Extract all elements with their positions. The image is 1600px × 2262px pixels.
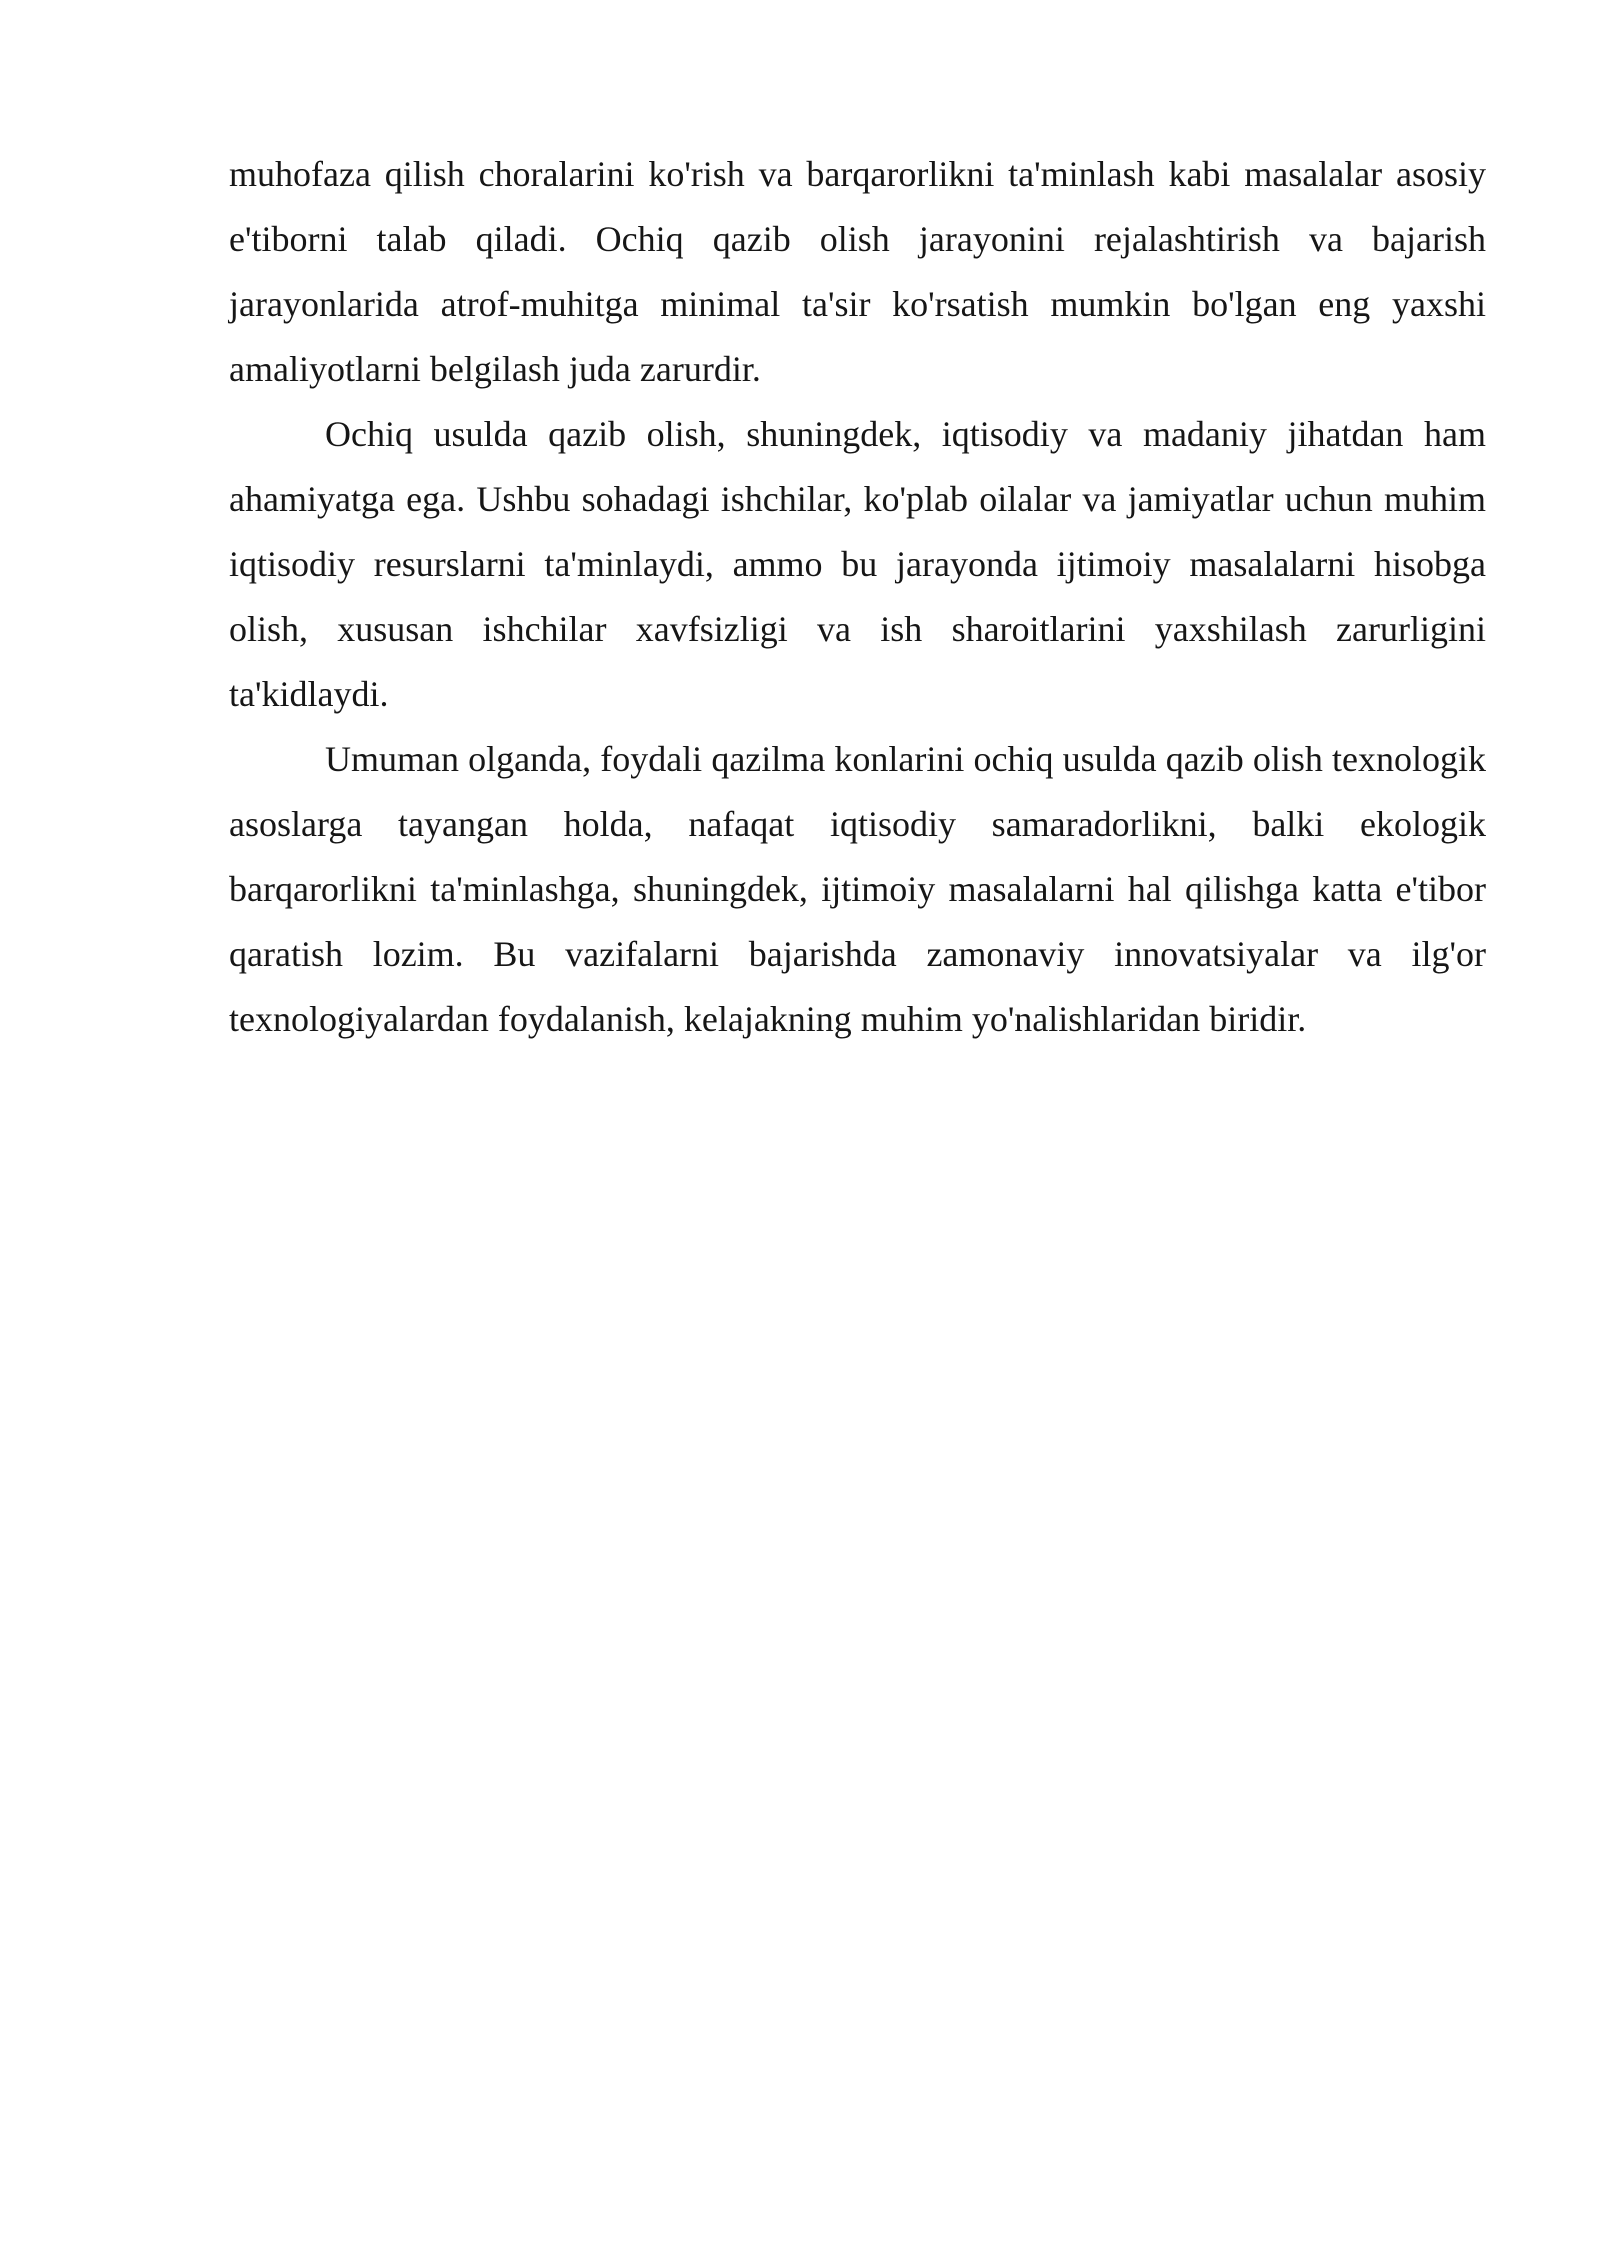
- paragraph-continuation: muhofaza qilish choralarini ko'rish va barqarorlikni ta'minlash kabi masalalar asosiy e'tiborni talab qiladi. Ochiq qazib olish jarayonini rejalashtirish va bajarish jarayonlarida atrof-muhitga minimal ta'sir ko'rsatish mumkin bo'lgan eng yaxshi amaliyotlarni belgilash juda zarurdir.: [229, 154, 1486, 389]
- paragraph-conclusion: Umuman olganda, foydali qazilma konlarini ochiq usulda qazib olish texnologik asoslarga tayangan holda, nafaqat iqtisodiy samaradorlikni, balki ekologik barqarorlikni ta'minlashga, shuningdek, ijtimoiy masalalarni hal qilishga katta e'tibor qaratish lozim. Bu vazifalarni bajarishda zamonaviy innovatsiyalar va ilg'or texnologiyalardan foydalanish, kelajakning muhim yo'nalishlaridan biridir.: [229, 739, 1486, 1039]
- document-body: [229, 142, 1486, 1052]
- paragraph-economic-cultural: Ochiq usulda qazib olish, shuningdek, iqtisodiy va madaniy jihatdan ham ahamiyatga ega. Ushbu sohadagi ishchilar, ko'plab oilalar va jamiyatlar uchun muhim iqtisodiy resurslarni ta'minlaydi, ammo bu jarayonda ijtimoiy masalalarni hisobga olish, xususan ishchilar xavfsizligi va ish sharoitlarini yaxshilash zarurligini ta'kidlaydi.: [229, 414, 1486, 714]
